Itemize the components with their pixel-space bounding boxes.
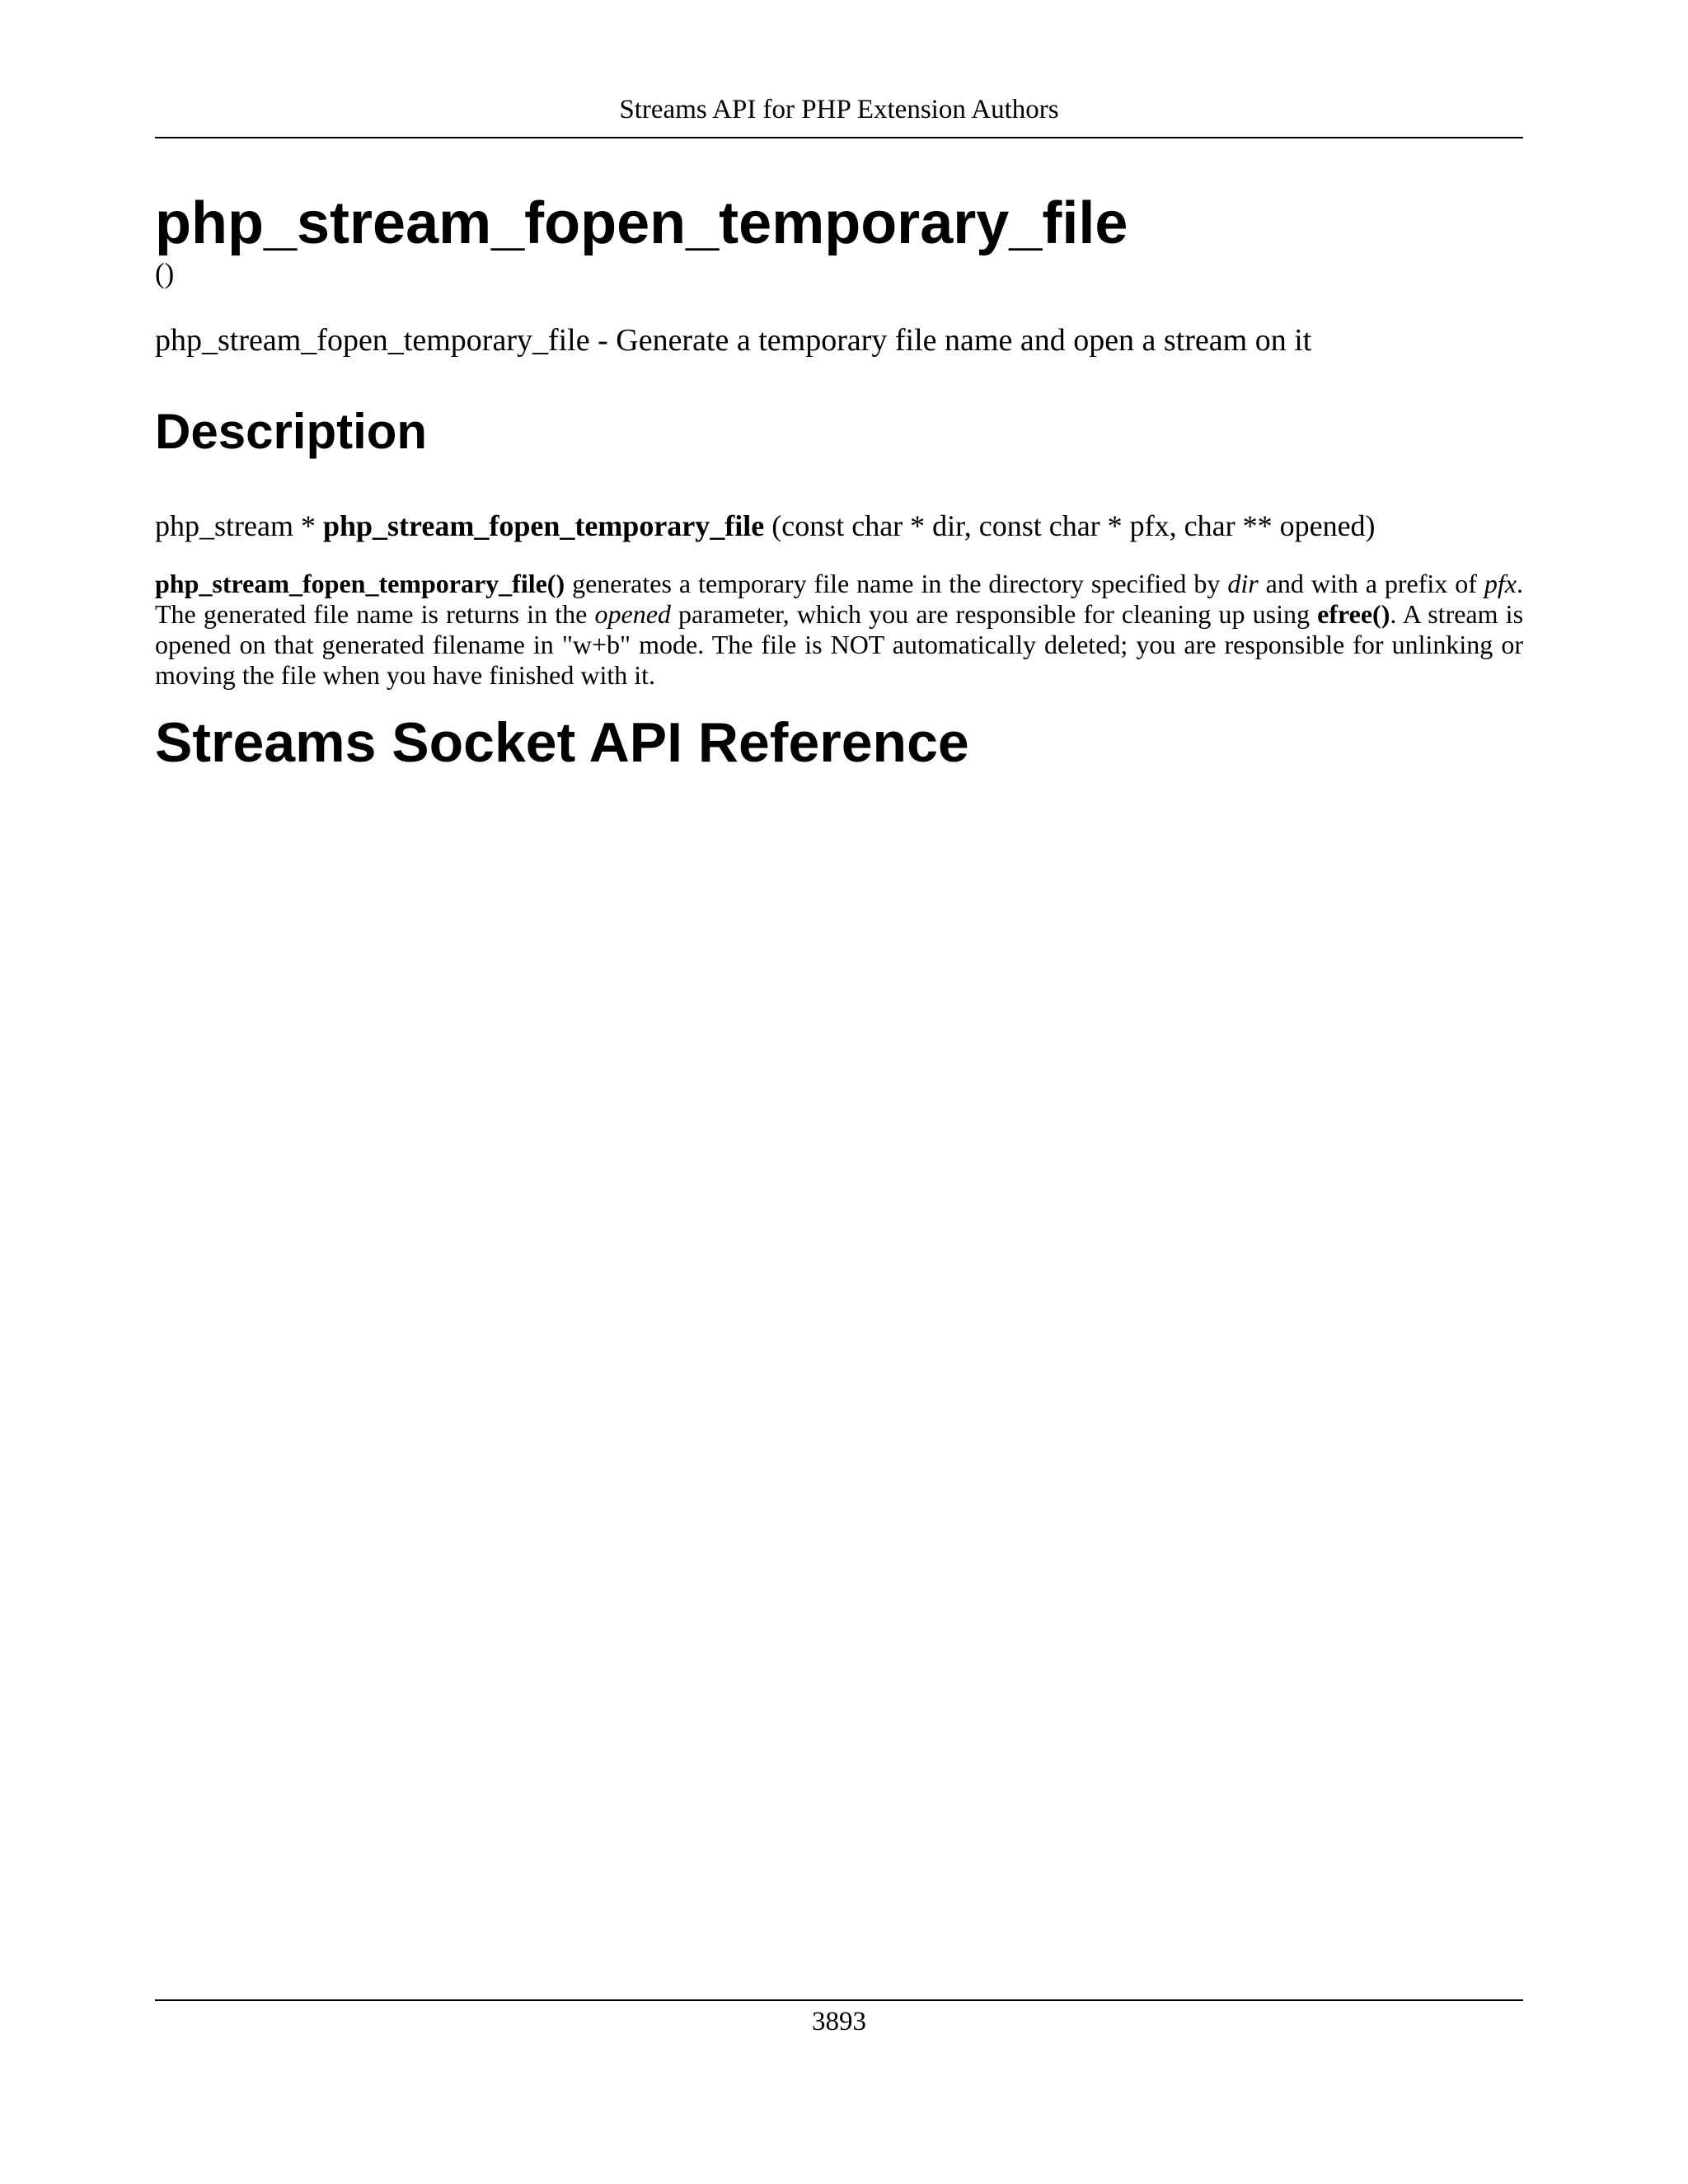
paragraph-text: generates a temporary file name in the directory specified by: [565, 569, 1228, 598]
param-opened: opened: [594, 599, 671, 629]
synopsis-function-name: php_stream_fopen_temporary_file: [322, 509, 765, 542]
param-pfx: pfx: [1484, 569, 1517, 598]
synopsis-return-type: php_stream *: [155, 509, 316, 542]
func-reference: php_stream_fopen_temporary_file(): [155, 569, 565, 598]
description-paragraph: [155, 569, 1523, 691]
page-number: 3893: [812, 2007, 866, 2036]
refentry-parens: (): [155, 257, 175, 289]
function-synopsis: [155, 507, 1376, 545]
running-header: Streams API for PHP Extension Authors: [619, 95, 1059, 124]
socket-api-heading: Streams Socket API Reference: [155, 711, 969, 774]
header-divider: [155, 137, 1523, 138]
paragraph-text: parameter, which you are responsible for cleaning up using: [670, 599, 1318, 629]
synopsis-params: (const char * dir, const char * pfx, char ** opened): [771, 509, 1376, 542]
footer-divider: [155, 1999, 1523, 2001]
paragraph-text: . A stream is opened on that generated filename in "w+b" mode. The file is NOT automatically deleted; you are responsible for unlinking or moving the file when you have finished with it.: [155, 599, 1524, 690]
paragraph-text: . The generated file name is returns in the: [155, 569, 1524, 629]
paragraph-text: and with a prefix of: [1258, 569, 1484, 598]
refentry-title: php_stream_fopen_temporary_file: [155, 190, 1128, 256]
description-heading: Description: [155, 404, 428, 459]
refentry-purpose: php_stream_fopen_temporary_file - Generate a temporary file name and open a stream on it: [155, 323, 1312, 358]
efree-reference: efree(): [1317, 599, 1390, 629]
param-dir: dir: [1227, 569, 1259, 598]
